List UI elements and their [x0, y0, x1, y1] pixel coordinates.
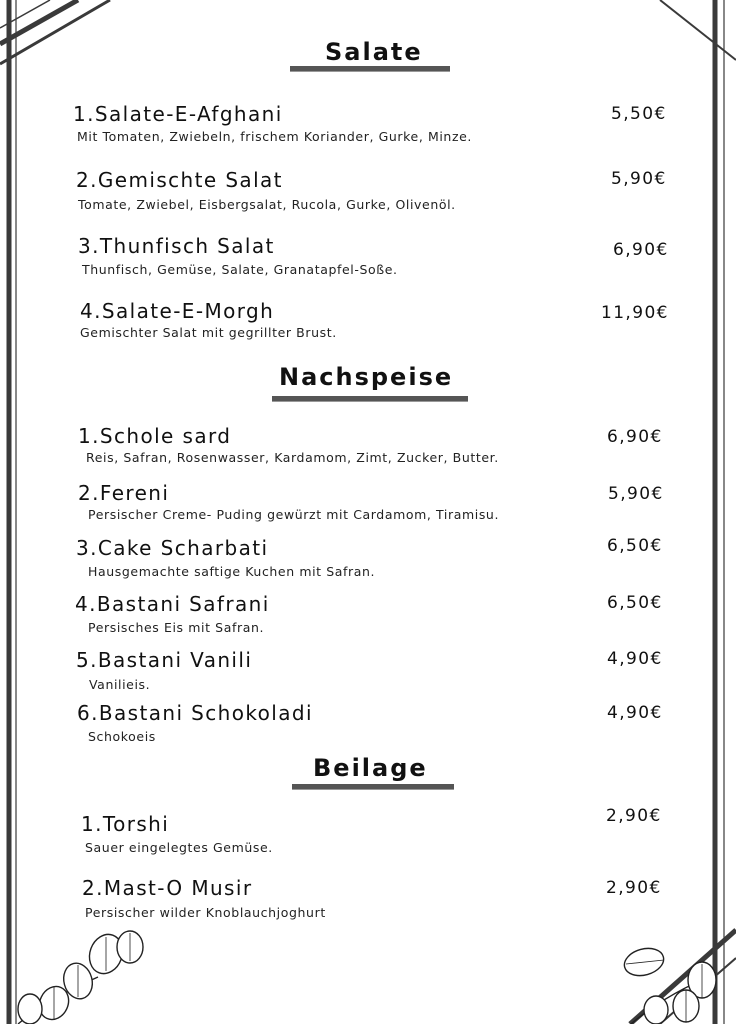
menu-item-description: Tomate, Zwiebel, Eisbergsalat, Rucola, Gurke, Olivenöl. [78, 197, 456, 212]
menu-item-name: 1.Torshi [81, 812, 170, 836]
menu-item-description: Persischer wilder Knoblauchjoghurt [85, 905, 326, 920]
section-title-salate: Salate [325, 38, 423, 66]
menu-item-name: 1.Salate-E-Afghani [73, 102, 283, 126]
leaf-ornament-right [616, 944, 726, 1024]
menu-item-price: 5,90€ [608, 484, 664, 504]
menu-item-price: 2,90€ [606, 878, 662, 898]
menu-item-price: 6,50€ [607, 593, 663, 613]
menu-item-description: Thunfisch, Gemüse, Salate, Granatapfel-Soße. [82, 262, 398, 277]
menu-item-name: 4.Salate-E-Morgh [80, 299, 275, 323]
menu-item-price: 4,90€ [607, 649, 663, 669]
menu-item-price: 11,90€ [601, 303, 669, 323]
menu-item-price: 5,90€ [611, 169, 667, 189]
section-underline [272, 396, 468, 401]
menu-item-description: Reis, Safran, Rosenwasser, Kardamom, Zimt, Zucker, Butter. [86, 450, 499, 465]
menu-item-name: 4.Bastani Safrani [75, 592, 270, 616]
menu-item-name: 6.Bastani Schokoladi [77, 701, 313, 725]
menu-item-description: Persischer Creme- Puding gewürzt mit Cardamom, Tiramisu. [88, 507, 500, 522]
menu-item-name: 2.Mast-O Musir [82, 876, 253, 900]
menu-item-price: 5,50€ [611, 104, 667, 124]
menu-item-name: 1.Schole sard [78, 424, 232, 448]
menu-item-price: 6,90€ [607, 427, 663, 447]
section-title-beilage: Beilage [313, 754, 428, 782]
menu-item-name: 5.Bastani Vanili [76, 648, 253, 672]
menu-item-name: 2.Fereni [78, 481, 170, 505]
menu-item-name: 3.Cake Scharbati [76, 536, 269, 560]
menu-item-description: Gemischter Salat mit gegrillter Brust. [80, 325, 337, 340]
menu-item-description: Sauer eingelegtes Gemüse. [85, 840, 273, 855]
leaf-ornament-left [8, 929, 148, 1024]
section-title-nachspeise: Nachspeise [279, 363, 454, 391]
menu-item-name: 2.Gemischte Salat [76, 168, 283, 192]
menu-item-price: 4,90€ [607, 703, 663, 723]
menu-item-price: 6,50€ [607, 536, 663, 556]
menu-item-description: Mit Tomaten, Zwiebeln, frischem Koriander, Gurke, Minze. [77, 129, 472, 144]
menu-item-description: Hausgemachte saftige Kuchen mit Safran. [88, 564, 376, 579]
menu-item-name: 3.Thunfisch Salat [78, 234, 275, 258]
section-underline [290, 66, 450, 71]
menu-item-description: Persisches Eis mit Safran. [88, 620, 265, 635]
menu-item-price: 6,90€ [613, 240, 669, 260]
menu-item-price: 2,90€ [606, 806, 662, 826]
section-underline [292, 784, 454, 789]
menu-item-description: Vanilieis. [89, 677, 151, 692]
menu-item-description: Schokoeis [88, 729, 156, 744]
